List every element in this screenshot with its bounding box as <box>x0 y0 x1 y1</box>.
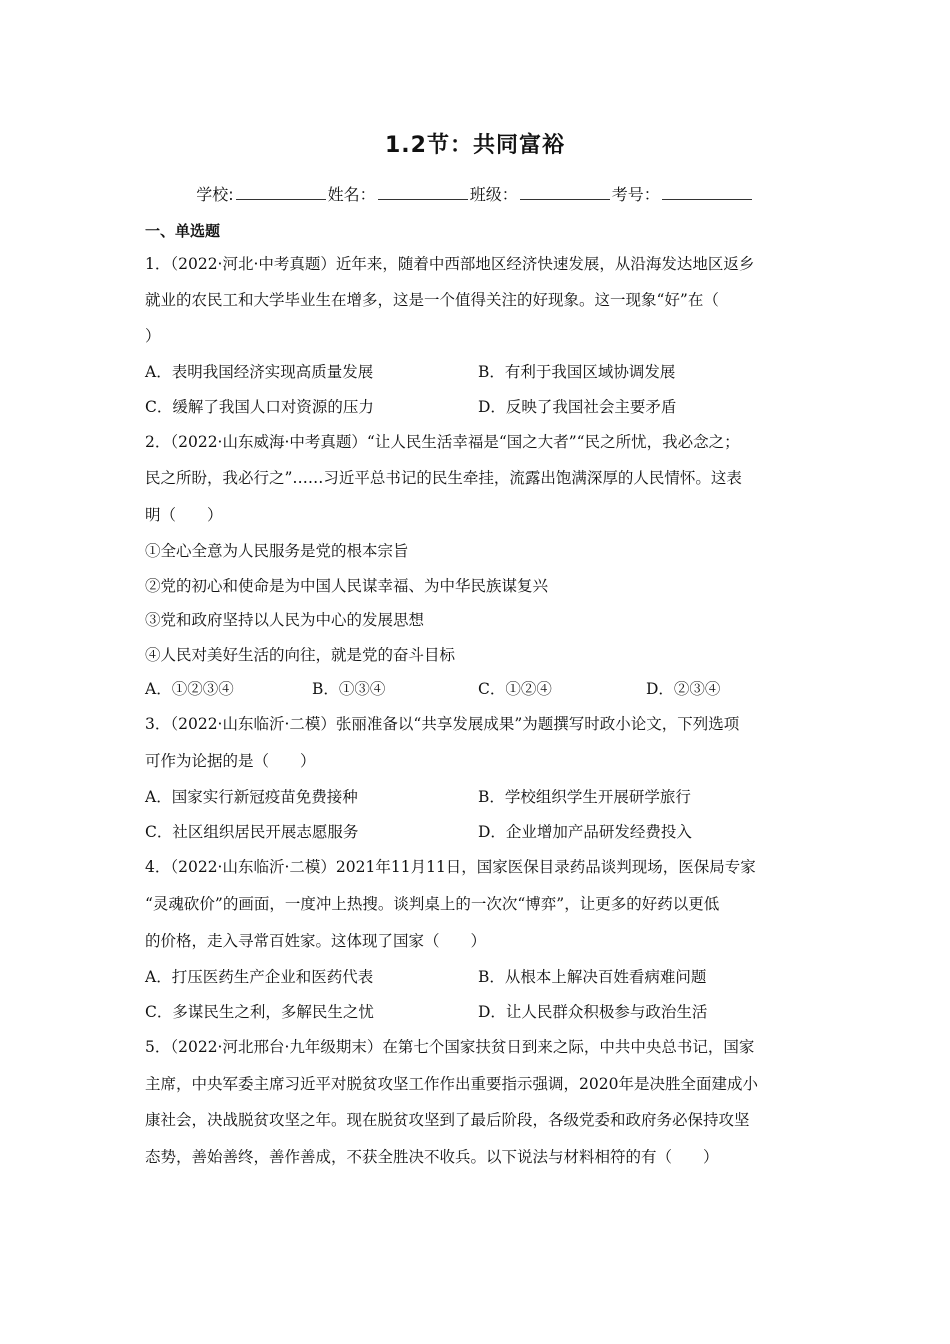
question-2-option-a: A．①②③④ <box>145 680 234 698</box>
name-blank[interactable] <box>378 185 468 200</box>
question-1-option-d: D．反映了我国社会主要矛盾 <box>478 398 677 416</box>
question-1-option-b: B．有利于我国区域协调发展 <box>478 363 676 381</box>
question-2-option-c: C．①②④ <box>478 680 552 698</box>
question-4-line-3: 的价格，走入寻常百姓家。这体现了国家（ ） <box>145 932 487 950</box>
class-blank[interactable] <box>520 185 610 200</box>
question-3-option-d: D．企业增加产品研发经费投入 <box>478 823 692 841</box>
question-3-option-b: B．学校组织学生开展研学旅行 <box>478 788 691 806</box>
question-2-statement-1: ①全心全意为人民服务是党的根本宗旨 <box>145 542 409 560</box>
question-1-line-1: 1．（2022·河北·中考真题）近年来，随着中西部地区经济快速发展，从沿海发达地区返乡 <box>145 255 755 273</box>
question-1-line-2: 就业的农民工和大学毕业生在增多，这是一个值得关注的好现象。这一现象“好”在（ <box>145 291 719 309</box>
question-1-line-3: ） <box>145 327 161 345</box>
exam-no-label: 考号： <box>611 185 660 204</box>
question-2-option-d: D．②③④ <box>646 680 721 698</box>
question-1-option-c: C．缓解了我国人口对资源的压力 <box>145 398 374 416</box>
question-5-line-4: 态势，善始善终，善作善成，不获全胜决不收兵。以下说法与材料相符的有（ ） <box>145 1148 719 1166</box>
question-5-line-2: 主席，中央军委主席习近平对脱贫攻坚工作作出重要指示强调，2020年是决胜全面建成小 <box>145 1075 758 1093</box>
section-heading: 一、单选题 <box>145 222 221 240</box>
class-label: 班级： <box>469 185 518 204</box>
question-4-line-2: “灵魂砍价”的画面，一度冲上热搜。谈判桌上的一次次“博弈”，让更多的好药以更低 <box>145 895 720 913</box>
question-2-option-b: B．①③④ <box>312 680 386 698</box>
question-2-line-3: 明（ ） <box>145 506 223 524</box>
page-title: 1.2节：共同富裕 <box>385 133 565 158</box>
question-4-option-d: D．让人民群众积极参与政治生活 <box>478 1003 708 1021</box>
question-1-option-a: A．表明我国经济实现高质量发展 <box>145 363 374 381</box>
question-3-line-1: 3．（2022·山东临沂·二模）张丽准备以“共享发展成果”为题撰写时政小论文，下列选项 <box>145 715 740 733</box>
exam-no-blank[interactable] <box>662 185 752 200</box>
question-2-statement-2: ②党的初心和使命是为中国人民谋幸福、为中华民族谋复兴 <box>145 577 549 595</box>
question-2-line-2: 民之所盼，我必行之”……习近平总书记的民生牵挂，流露出饱满深厚的人民情怀。这表 <box>145 469 742 487</box>
question-3-option-c: C．社区组织居民开展志愿服务 <box>145 823 359 841</box>
question-3-line-2: 可作为论据的是（ ） <box>145 752 316 770</box>
school-label: 学校: <box>196 185 234 204</box>
question-3-option-a: A．国家实行新冠疫苗免费接种 <box>145 788 358 806</box>
school-blank[interactable] <box>236 185 326 200</box>
question-2-statement-4: ④人民对美好生活的向往，就是党的奋斗目标 <box>145 646 456 664</box>
question-2-statement-3: ③党和政府坚持以人民为中心的发展思想 <box>145 611 425 629</box>
question-4-option-a: A．打压医药生产企业和医药代表 <box>145 968 374 986</box>
question-4-line-1: 4．（2022·山东临沂·二模）2021年11月11日，国家医保目录药品谈判现场，医保局专家 <box>145 858 756 876</box>
student-info-row <box>0 182 950 205</box>
question-5-line-3: 康社会，决战脱贫攻坚之年。现在脱贫攻坚到了最后阶段，各级党委和政府务必保持攻坚 <box>145 1111 750 1129</box>
question-2-line-1: 2．（2022·山东威海·中考真题）“让人民生活幸福是“国之大者”“民之所忧，我必念之； <box>145 433 740 451</box>
question-4-option-c: C．多谋民生之利，多解民生之忧 <box>145 1003 374 1021</box>
question-4-option-b: B．从根本上解决百姓看病难问题 <box>478 968 707 986</box>
question-5-line-1: 5．（2022·河北邢台·九年级期末）在第七个国家扶贫日到来之际，中共中央总书记，国家 <box>145 1038 755 1056</box>
name-label: 姓名： <box>327 185 376 204</box>
